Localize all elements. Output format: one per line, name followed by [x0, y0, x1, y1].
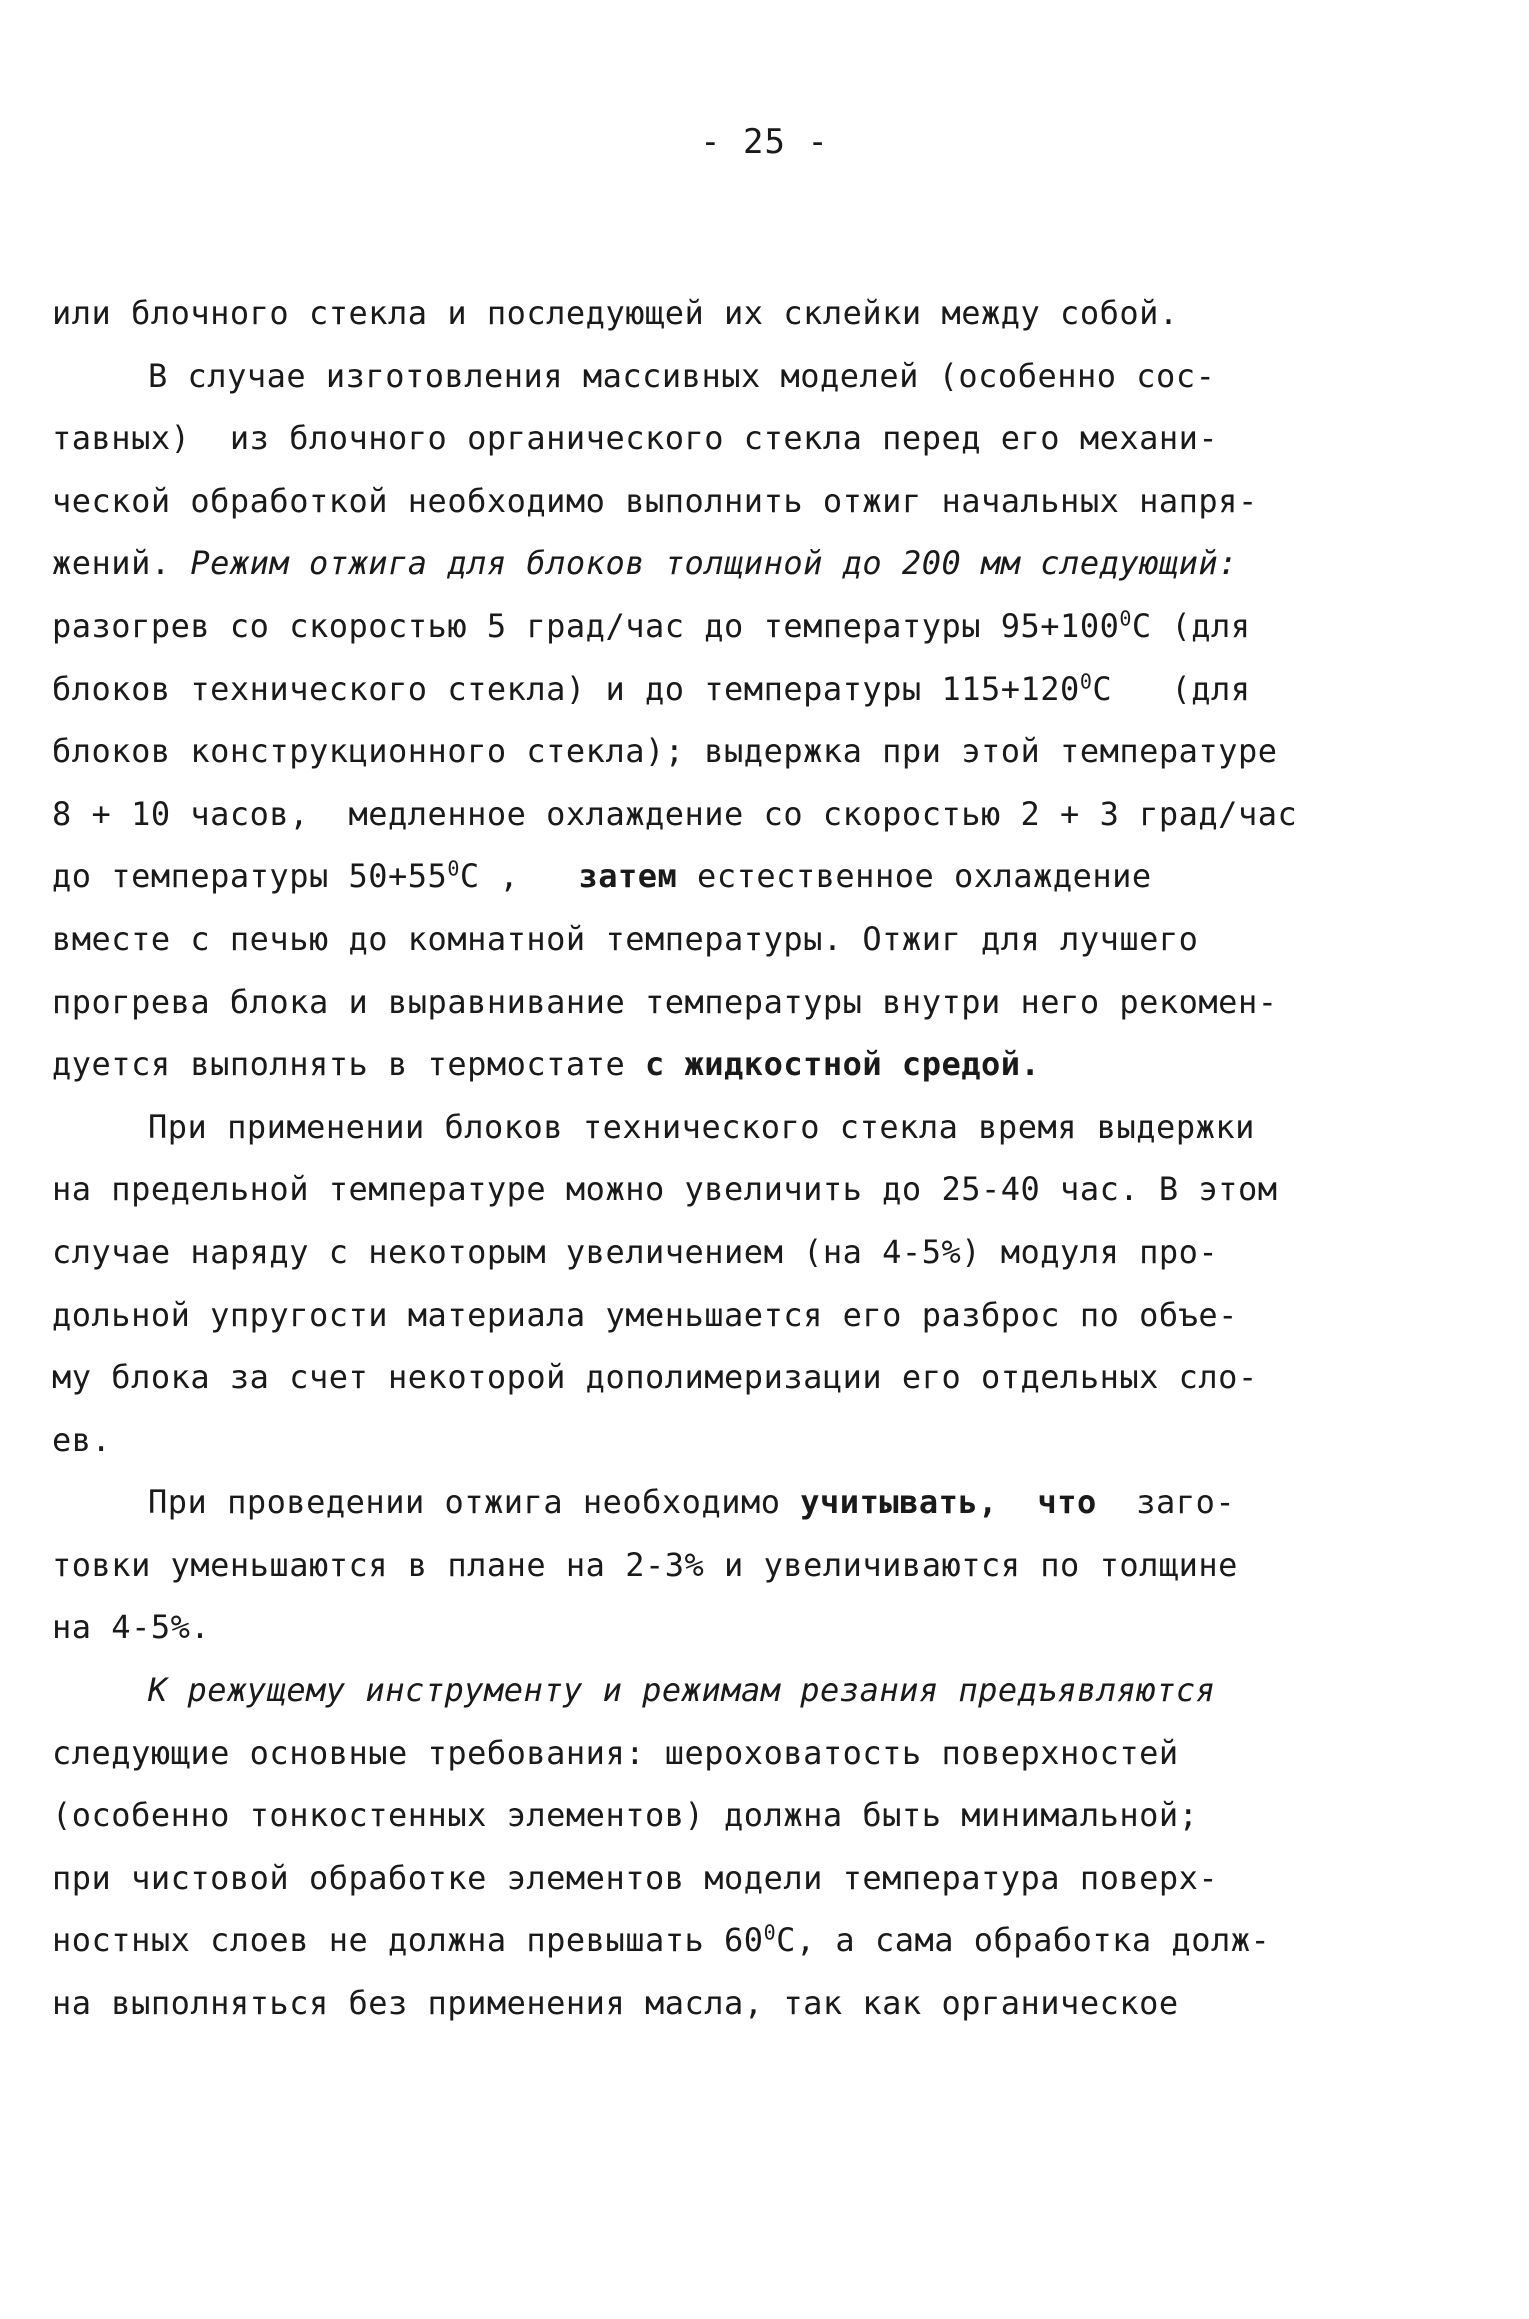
- text-line: при чистовой обработке элементов модели температура поверх-: [52, 1858, 1219, 1897]
- text-line: [52, 1909, 1282, 1972]
- text-line: следующие основные требования: шероховатость поверхностей: [52, 1733, 1179, 1772]
- text-line: [52, 1471, 1282, 1534]
- degree-mark: 0: [447, 856, 460, 881]
- bold-run: учитывать, что: [800, 1483, 1097, 1522]
- text-line: вместе с печью до комнатной температуры. Отжиг для лучшего: [52, 919, 1199, 958]
- bold-run: с жидкостной средой.: [644, 1045, 1041, 1084]
- italic-run: Режим отжига для блоков толщиной до 200 мм следующий:: [190, 544, 1238, 583]
- page-number: - 25 -: [700, 122, 829, 162]
- document-body: [52, 282, 1298, 2035]
- degree-mark: 0: [1119, 606, 1132, 631]
- text-run: С ,: [459, 857, 579, 896]
- text-line: [52, 532, 1282, 595]
- text-line: При применении блоков технического стекла время выдержки: [148, 1107, 1255, 1146]
- text-run: естественное охлаждение: [677, 857, 1152, 896]
- text-line: му блока за счет некоторой дополимеризации его отдельных сло-: [52, 1358, 1258, 1397]
- text-line: прогрева блока и выравнивание температуры внутри него рекомен-: [52, 982, 1278, 1021]
- text-run: до температуры 50+55: [52, 857, 448, 896]
- degree-mark: 0: [1079, 668, 1093, 693]
- text-line: на 4-5%.: [52, 1608, 211, 1647]
- text-line: [52, 658, 1282, 721]
- text-run: С (для: [1092, 669, 1251, 708]
- bold-run: затем: [578, 857, 678, 896]
- text-run: заго-: [1096, 1483, 1236, 1522]
- text-run: С, а сама обработка долж-: [776, 1921, 1271, 1960]
- text-line: блоков конструкционного стекла); выдержка при этой температуре: [52, 732, 1278, 771]
- text-line: случае наряду с некоторым увеличением (на 4-5%) модуля про-: [52, 1232, 1219, 1271]
- text-line: товки уменьшаются в плане на 2-3% и увеличиваются по толщине: [52, 1545, 1238, 1584]
- text-line: К режущему инструменту и режимам резания предъявляются: [148, 1671, 1216, 1710]
- text-line: дольной упругости материала уменьшается его разброс по объе-: [52, 1295, 1238, 1334]
- text-line: [52, 595, 1282, 658]
- text-run: дуется выполнять в термостате: [52, 1045, 645, 1084]
- text-line: ческой обработкой необходимо выполнить отжиг начальных напря-: [52, 481, 1258, 520]
- text-line: [52, 845, 1282, 908]
- text-line: [52, 1033, 1282, 1096]
- text-run: С (для: [1131, 606, 1251, 645]
- text-line: 8 + 10 часов, медленное охлаждение со скоростью 2 + 3 град/час: [52, 794, 1298, 833]
- text-run: жений.: [52, 544, 171, 583]
- text-line: (особенно тонкостенных элементов) должна быть минимальной;: [52, 1796, 1199, 1835]
- degree-mark: 0: [763, 1920, 777, 1945]
- text-run: разогрев со скоростью 5 град/час до температуры 95+100: [52, 606, 1120, 645]
- text-run: При проведении отжига необходимо: [148, 1483, 801, 1522]
- text-line: В случае изготовления массивных моделей (особенно сос-: [148, 356, 1216, 395]
- text-line: на предельной температуре можно увеличить до 25-40 час. В этом: [52, 1170, 1278, 1209]
- text-run: блоков технического стекла) и до температуры 115+120: [52, 669, 1080, 708]
- text-line: ев.: [52, 1420, 112, 1459]
- text-line: тавных) из блочного органического стекла перед его механи-: [52, 419, 1219, 458]
- text-run: ностных слоев не должна превышать 60: [52, 1921, 764, 1960]
- text-line: на выполняться без применения масла, так как органическое: [52, 1984, 1179, 2023]
- text-line: или блочного стекла и последующей их склейки между собой.: [52, 294, 1179, 332]
